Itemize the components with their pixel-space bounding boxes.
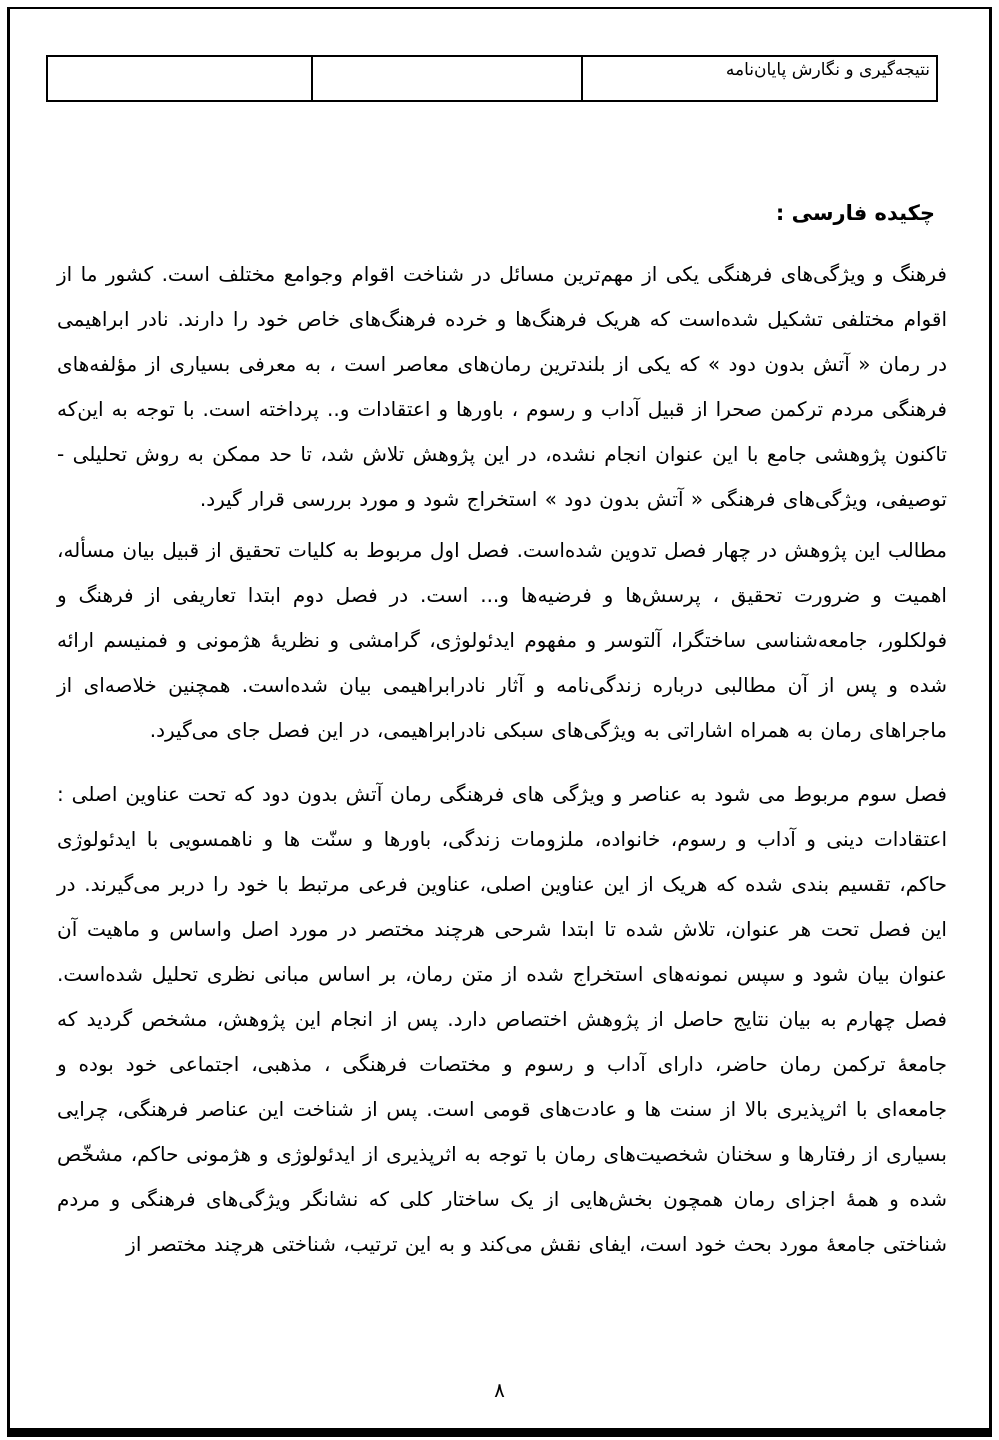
abstract-heading: چکیده فارسی : (775, 201, 935, 225)
abstract-paragraph-1: فرهنگ و ویژگی‌های فرهنگی یکی از مهم‌ترین مسائل در شناخت اقوام وجوامع مختلف است. کشور ما از اقوام مختلفی تشکیل شده‌است که هریک فرهنگ‌ها و خرده فرهنگ‌های خاص خود را دارند. نادر ابراهیمی در رمان « آتش بدون دود » که یکی از بلندترین رمان‌های معاصر است ، به معرفی بسیاری از مؤلفه‌های فرهنگی مردم ترکمن صحرا از قبیل آداب و رسوم ، باورها و اعتقادات و.. پرداخته است. با توجه به این‌که تاکنون پژوهشی جامع با این عنوان انجام نشده، در این پژوهش تلاش شد، تا حد ممکن به روش تحلیلی - توصیفی، ویژگی‌های فرهنگی « آتش بدون دود » استخراج شود و مورد بررسی قرار گیرد. (57, 262, 947, 511)
abstract-content (57, 198, 947, 1267)
page-number: ۸ (494, 1378, 505, 1402)
header-table (46, 55, 938, 102)
abstract-paragraph-3: فصل سوم مربوط می شود به عناصر و ویژگی های فرهنگی رمان آتش بدون دود که تحت عناوین اصلی : اعتقادات دینی و آداب و رسوم، خانواده، ملزومات زندگی، باورها و سنّت ها و ناهمسویی با ایدئولوژی حاکم، تقسیم بندی شده که هریک از این عناوین اصلی، عناوین فرعی مرتبط با خود را دربر می‌گیرند. در این فصل تحت هر عنوان، تلاش شده تا ابتدا شرحی هرچند مختصر در مورد اصل واساس و ماهیت آن عنوان بیان شود و سپس نمونه‌های استخراج شده از متن رمان، بر اساس مبانی نظری تحلیل شده‌است. فصل چهارم به بیان نتایج حاصل از پژوهش اختصاص دارد. پس از انجام این پژوهش، مشخص گردید که جامعهٔ ترکمن رمان حاضر، دارای آداب و رسوم و مختصات فرهنگی ، مذهبی، اجتماعی خود بوده و جامعه‌ای با اثرپذیری بالا از سنت ها و عادت‌های قومی است. پس از شناخت این عناصر فرهنگی، چرایی بسیاری از رفتارها و سخنان شخصیت‌های رمان با توجه به اثرپذیری از ایدئولوژی و هژمونی حاکم، مشخّص شده و همهٔ اجزای رمان همچون بخش‌هایی از یک ساختار کلی که نشانگر ویژگی‌های فرهنگی و مردم شناختی جامعهٔ مورد بحث خود است، ایفای نقش می‌کند و به این ترتیب، شناختی هرچند مختصر از (57, 782, 947, 1256)
abstract-paragraph-2: مطالب این پژوهش در چهار فصل تدوین شده‌است. فصل اول مربوط به کلیات تحقیق از قبیل بیان مسأله، اهمیت و ضرورت تحقیق ، پرسش‌ها و فرضیه‌ها و... است. در فصل دوم ابتدا تعاریفی از فرهنگ و فولکلور، جامعه‌شناسی ساختگرا، آلتوسر و مفهوم ایدئولوژی، گرامشی و نظریهٔ هژمونی و فمنیسم ارائه شده و پس از آن مطالبی درباره زندگی‌نامه و آثار نادرابراهیمی بیان شده‌است. همچنین خلاصه‌ای از ماجراهای رمان به همراه اشاراتی به ویژگی‌های سبکی نادرابراهیمی، در این فصل جای می‌گیرد. (57, 538, 947, 742)
header-cell-chapter-title: نتیجه‌گیری و نگارش پایان‌نامه (582, 56, 937, 101)
header-cell-empty-1 (312, 56, 582, 101)
header-row (47, 56, 937, 101)
header-cell-empty-2 (47, 56, 312, 101)
